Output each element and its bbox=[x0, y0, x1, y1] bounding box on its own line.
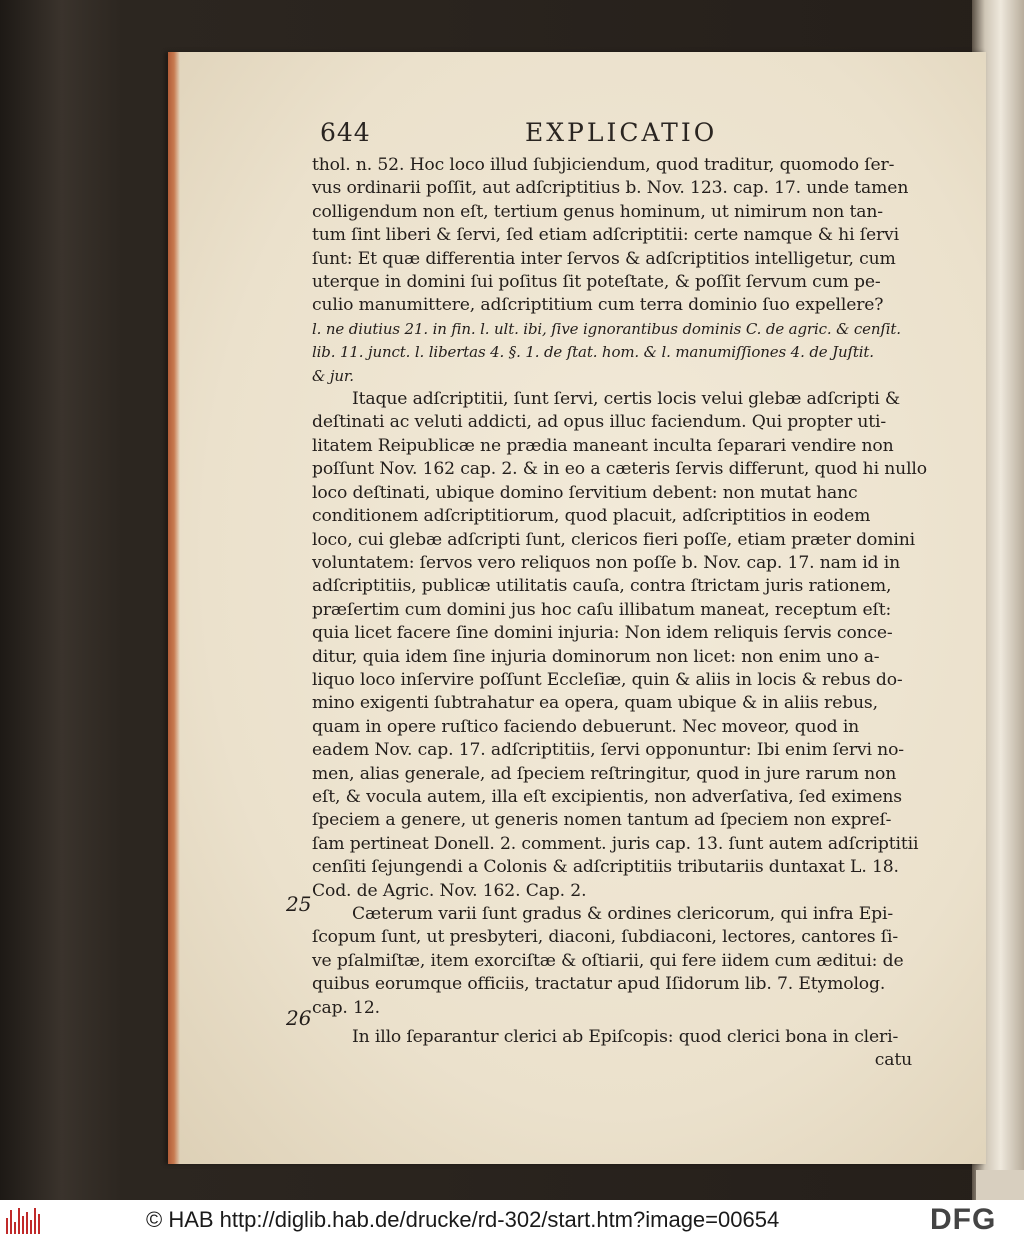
text-line: Cæterum varii ſunt gradus & ordines clericorum, qui infra Epi- bbox=[352, 904, 894, 924]
text-line: cap. 12. bbox=[312, 997, 380, 1018]
text-line: cenſiti ſejungendi a Colonis & adſcriptitiis tributariis duntaxat L. 18. bbox=[312, 857, 899, 878]
hab-logo-icon bbox=[6, 1206, 40, 1234]
text-line: eadem Nov. cap. 17. adſcriptitiis, ſervi opponuntur: Ibi enim ſervi no- bbox=[312, 740, 904, 761]
text-line: culio manumittere, adſcriptitium cum terra dominio ſuo expellere? bbox=[312, 295, 884, 316]
text-line: præſertim cum domini jus hoc caſu illibatum maneat, receptum eſt: bbox=[312, 599, 892, 620]
text-line: men, alias generale, ad ſpeciem reſtringitur, quod in jure rarum non bbox=[312, 763, 897, 784]
text-line: adſcriptitiis, publicæ utilitatis cauſa, contra ſtrictam juris rationem, bbox=[312, 576, 892, 597]
text-line: deſtinati ac veluti addicti, ad opus illuc faciendum. Qui propter uti- bbox=[312, 412, 887, 433]
text-line: ſpeciem a genere, ut generis nomen tantum ad ſpeciem non expreſ- bbox=[312, 810, 892, 831]
text-line: Cod. de Agric. Nov. 162. Cap. 2. bbox=[312, 880, 587, 901]
dfg-logo: DFG bbox=[930, 1203, 997, 1236]
text-line: tum ſint liberi & ſervi, ſed etiam adſcriptitii: certe namque & hi ſervi bbox=[312, 225, 899, 246]
text-line: uterque in domini ſui poſitus ſit poteſtate, & poſſit ſervum cum pe- bbox=[312, 272, 881, 293]
text-line: mino exigenti ſubtrahatur ea opera, quam ubique & in aliis rebus, bbox=[312, 693, 878, 714]
margin-number: 26 bbox=[286, 1006, 312, 1030]
text-line: thol. n. 52. Hoc loco illud ſubjiciendum, quod traditur, quomodo ſer- bbox=[312, 155, 895, 175]
text-line: Itaque adſcriptitii, ſunt ſervi, certis locis velui glebæ adſcripti & bbox=[352, 389, 901, 410]
text-line: quia licet facere ſine domini injuria: Non idem reliquis ſervis conce- bbox=[312, 623, 893, 644]
text-line: In illo ſeparantur clerici ab Epiſcopis: quod clerici bona in cleri- bbox=[352, 1027, 899, 1048]
text-line: loco, cui glebæ adſcripti ſunt, clericos fieri poſſe, etiam præter domini bbox=[312, 529, 915, 550]
copyright-link[interactable]: © HAB http://diglib.hab.de/drucke/rd-302/start.htm?image=00654 bbox=[146, 1207, 780, 1232]
text-line: ſunt: Et quæ differentia inter ſervos & adſcriptitios intelligetur, cum bbox=[312, 248, 896, 269]
text-line: l. ne diutius 21. in fin. l. ult. ibi, ſive ignorantibus dominis C. de agric. & cenſit. bbox=[312, 319, 901, 338]
running-head bbox=[320, 118, 740, 154]
text-line: eſt, & vocula autem, illa eſt excipientis, non adverſativa, ſed eximens bbox=[312, 786, 902, 807]
text-line: loco deſtinati, ubique domino ſervitium debent: non mutat hanc bbox=[312, 482, 858, 503]
text-line: conditionem adſcriptitiorum, quod placuit, adſcriptitios in eodem bbox=[312, 506, 871, 527]
text-line: catu bbox=[874, 1050, 912, 1071]
body-text bbox=[312, 154, 927, 1073]
page-red-edge bbox=[168, 52, 180, 1164]
text-line: ditur, quia idem ſine injuria dominorum non licet: non enim uno a- bbox=[312, 646, 880, 667]
text-line: voluntatem: ſervos vero reliquos non poſſe b. Nov. cap. 17. nam id in bbox=[312, 552, 900, 573]
text-line: vus ordinarii poſſit, aut adſcriptitius b. Nov. 123. cap. 17. unde tamen bbox=[312, 178, 909, 199]
page-edge bbox=[976, 1170, 1024, 1200]
text-line: litatem Reipublicæ ne prædia maneant inculta ſeparari vendire non bbox=[312, 435, 894, 456]
text-line: & jur. bbox=[312, 366, 354, 385]
text-line: liquo loco inſervire poſſunt Eccleſiæ, quin & aliis in locis & rebus do- bbox=[312, 669, 903, 690]
text-line: ſcopum ſunt, ut presbyteri, diaconi, ſubdiaconi, lectores, cantores ſi- bbox=[312, 927, 899, 948]
page-number: 644 bbox=[320, 118, 371, 147]
margin-number: 25 bbox=[286, 892, 312, 916]
text-line: colligendum non eſt, tertium genus hominum, ut nimirum non tan- bbox=[312, 201, 883, 222]
text-line: quibus eorumque officiis, tractatur apud Iſidorum lib. 7. Etymolog. bbox=[312, 974, 886, 995]
text-line: ve pſalmiſtæ, item exorciſtæ & oſtiarii, qui fere iidem cum æditui: de bbox=[312, 950, 904, 971]
text-line: poſſunt Nov. 162 cap. 2. & in eo a cæteris ſervis differunt, quod hi nullo bbox=[312, 459, 927, 480]
text-line: lib. 11. junct. l. libertas 4. §. 1. de ſtat. hom. & l. manumiſſiones 4. de Juſtit. bbox=[312, 343, 874, 362]
text-line: ſam pertineat Donell. 2. comment. juris cap. 13. ſunt autem adſcriptitii bbox=[312, 833, 919, 854]
text-line: quam in opere ruſtico faciendo debuerunt. Nec moveor, quod in bbox=[312, 716, 860, 737]
running-title: EXPLICATIO bbox=[525, 118, 718, 147]
